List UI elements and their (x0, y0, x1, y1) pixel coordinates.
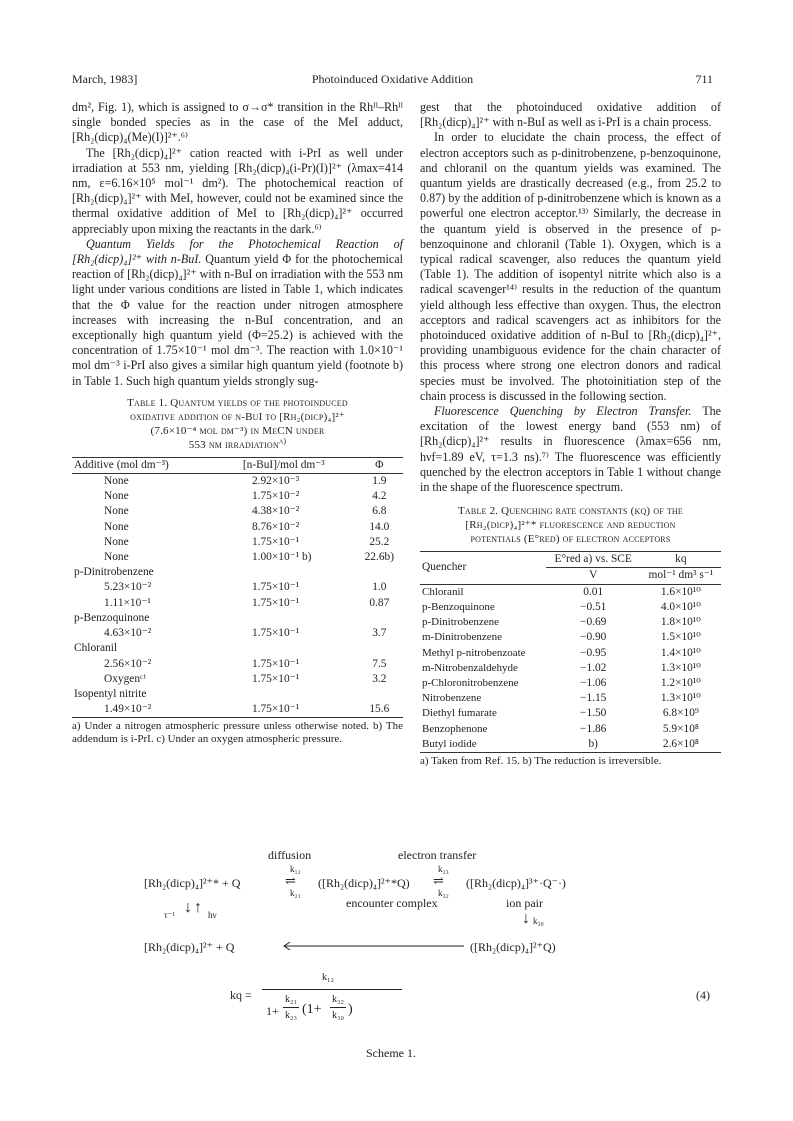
table-row (72, 641, 403, 656)
equation-paren-close: ) (348, 1002, 353, 1017)
table-cell: 14.0 (369, 520, 390, 533)
table-cell: Methyl p-nitrobenzoate (422, 646, 526, 659)
fraction-bar (283, 1007, 299, 1008)
table-cell: Chloranil (422, 585, 464, 598)
table-cell: 1.4×10¹⁰ (660, 646, 701, 659)
table-cell (356, 565, 403, 580)
fraction-bar (330, 1007, 346, 1008)
table-cell: 15.6 (356, 702, 403, 718)
table-cell: 8.76×10⁻² (251, 520, 300, 533)
table-cell: −0.90 (580, 631, 607, 644)
equation-lhs: kq = (230, 988, 252, 1002)
equation-numerator: k₁₂ (322, 972, 334, 983)
table-cell: Chloranil (74, 642, 118, 655)
table-cell: None (104, 505, 129, 518)
table-row (72, 596, 403, 611)
paragraph-text: Quantum yield Φ for the photochemical reaction of [Rh₂(dicp)₄]²⁺ with n-BuI on irradiation with the 553 nm light under various conditions are listed in Table 1, which indicates that the Φ value for the reaction under nitrogen atmosphere increases with increasing the n-BuI concentration, and an exceptionally high quantum yield (Φ=25.2) is achieved with the concentration of 1.75×10⁻¹ mol dm⁻³. The reaction with 1.0×10⁻¹ mol dm⁻³ i-PrI also gives a similar high quantum yield (footnote b) in Table 1. Such high quantum yields strongly sug- (72, 252, 403, 388)
table-cell: −0.69 (580, 616, 607, 629)
table-cell: 1.00×10⁻¹ b) (251, 551, 312, 564)
table-cell: p-Chloronitrobenzene (422, 676, 519, 689)
table-caption-text: 553 nm irradiation (188, 438, 279, 451)
table-row (72, 550, 403, 565)
table-cell: 1.75×10⁻¹ (251, 627, 300, 640)
table-cell: p-Dinitrobenzene (422, 616, 499, 629)
table-cell: 2.56×10⁻² (104, 657, 152, 670)
species-encounter: ([Rh₂(dicp)₄]²⁺*Q) (318, 876, 410, 890)
equation-denominator-one: 1+ (266, 1004, 279, 1018)
table-row (72, 657, 403, 672)
table-cell: 1.75×10⁻² (251, 490, 300, 503)
rate-k32: k₃₂ (438, 888, 449, 898)
table-2 (420, 504, 721, 768)
table-cell: 1.0 (372, 581, 387, 594)
table-cell: 5.23×10⁻² (104, 581, 152, 594)
paragraph-text: The excitation of the lowest energy band (553 nm) of [Rh₂(dicp)₄]²⁺ results in fluorescence (λmax=656 nm, hνf=1.89 eV, τ=1.3 ns).⁷⁾ The fluorescence was efficiently quenched by the electron acceptors in Table 1 without change in the shape of the fluorescence spectrum. (420, 404, 722, 495)
equation-k30: k₃₀ (332, 1010, 344, 1021)
table-cell: 1.5×10¹⁰ (660, 631, 701, 644)
table-row (420, 691, 721, 706)
table-row (420, 646, 721, 661)
table-cell: 1.2×10¹⁰ (660, 676, 701, 689)
species-ground-pair: ([Rh₂(dicp)₄]²⁺Q) (470, 940, 556, 954)
table-caption: Table 2. Quenching rate constants (kq) of the (458, 505, 683, 518)
table-row (72, 520, 403, 535)
left-column (72, 100, 403, 746)
column-header: [n-BuI]/mol dm⁻³ (242, 458, 325, 471)
equation-k21: k₂₁ (285, 994, 297, 1005)
scheme-caption: Scheme 1. (366, 1046, 416, 1060)
equation-k32: k₃₂ (332, 994, 344, 1005)
table-cell: 2.6×10⁸ (641, 737, 721, 753)
header-date: March, 1983] (72, 72, 138, 86)
rate-tau-inverse: τ⁻¹ (164, 910, 176, 920)
table-cell: p-Dinitrobenzene (74, 566, 154, 579)
table-cell: 1.75×10⁻¹ (212, 702, 356, 718)
table-cell: 1.75×10⁻¹ (251, 535, 300, 548)
table-cell: Diethyl fumarate (422, 707, 497, 720)
fraction-bar (262, 989, 402, 990)
paragraph: dm², Fig. 1), which is assigned to σ→σ* transition in the Rhᴵᴵ–Rhᴵᴵ single bonded species as in the case of the MeI adduct, [Rh₂(dicp)₄(Me)(I)]²⁺.⁶⁾ (72, 100, 403, 145)
table-row (420, 600, 721, 615)
equation-number: (4) (696, 988, 710, 1002)
table-caption (72, 438, 403, 452)
table-row (420, 615, 721, 630)
table-caption: (7.6×10⁻⁴ mol dm⁻³) in MeCN under (150, 424, 325, 437)
table-header-row (420, 552, 721, 568)
table-row (420, 737, 721, 753)
table-1 (72, 396, 403, 746)
table-cell: 0.01 (583, 585, 604, 598)
column-header: Φ (375, 458, 384, 471)
table-cell (212, 611, 356, 626)
table-cell (356, 641, 403, 656)
table-1-grid (72, 457, 403, 718)
table-cell: 7.5 (372, 657, 387, 670)
table-cell: 1.11×10⁻¹ (104, 596, 151, 609)
table-cell: 1.9 (372, 475, 387, 488)
paragraph: In order to elucidate the chain process, the effect of electron acceptors such as p-dinitrobenzene, p-benzoquinone, and chloranil on the quantum yields was examined. The quantum yields are drastically decreased (e.g., from 25.2 to 0.87) by the addition of p-dinitrobenzene which is known as a powerful one electron acceptor.¹³⁾ Similarly, the decrease in the quantum yield is observed in the presence of p-benzoquinone and chloranil (Table 1). Oxygen, which is a typical radical scavenger, also reduces the quantum yield (Table 1). The addition of isopentyl nitrite which also is a radical scavenger¹⁴⁾ results in the reduction of the quantum yield although less effective than oxygen. Thus, the electron acceptors and radical scavengers act as inhibitors for the photoinduced oxidative addition of n-BuI to [Rh₂(dicp)₄]²⁺, providing unambiguous evidence for the chain character of this process where strong one electron donors and radical species must be involved. The photoinitiation step of the chain process is discussed in the following section. (420, 130, 721, 403)
paragraph: The [Rh₂(dicp)₄]²⁺ cation reacted with i-PrI as well under irradiation at 553 nm, yielding [Rh₂(dicp)₄(i-Pr)(I)]²⁺ (λmax=414 nm, ε=6.16×10⁵ mol⁻¹ dm²). The photochemical reaction of [Rh₂(dicp)₄]²⁺ with MeI, however, could not be examined since the thermal oxidative addition of MeI to [Rh₂(dicp)₄]²⁺ occurred appreciably upon mixing the reactants in the dark.⁶⁾ (72, 145, 403, 236)
table-cell: 1.75×10⁻¹ (251, 581, 300, 594)
table-cell: 3.2 (372, 672, 387, 685)
right-column (420, 100, 721, 768)
species-ion-pair: ([Rh₂(dicp)₄]³⁺·Q⁻·) (466, 876, 566, 890)
table-cell (356, 611, 403, 626)
table-row (72, 474, 403, 490)
table-cell: −1.50 (580, 707, 607, 720)
table-cell: b) (546, 737, 641, 753)
column-header: kq (641, 552, 721, 568)
table-cell: None (104, 520, 129, 533)
paragraph (420, 404, 721, 495)
table-cell: None (104, 535, 129, 548)
table-cell: 1.3×10¹⁰ (660, 692, 701, 705)
label-encounter-complex: encounter complex (346, 896, 438, 910)
table-footnote: a) Taken from Ref. 15. b) The reduction is irreversible. (420, 754, 662, 767)
table-cell: Benzophenone (422, 722, 488, 735)
table-cell: 2.92×10⁻³ (251, 475, 300, 488)
table-2-grid (420, 551, 721, 753)
table-row (72, 702, 403, 718)
table-row (420, 676, 721, 691)
table-footnote: a) Under a nitrogen atmospheric pressure unless otherwise noted. b) The addendum is i-PrI. c) Under an oxygen atmospheric pressure. (72, 720, 403, 746)
header-title: Photoinduced Oxidative Addition (311, 72, 474, 86)
table-cell: −1.15 (580, 692, 607, 705)
paragraph (72, 237, 403, 389)
table-cell (356, 687, 403, 702)
table-caption: Table 1. Quantum yields of the photoinduced (127, 396, 348, 409)
column-unit: mol⁻¹ dm³ s⁻¹ (648, 569, 714, 582)
table-row (72, 580, 403, 595)
table-cell: p-Benzoquinone (74, 611, 150, 624)
table-cell: 22.6b) (364, 551, 395, 564)
rate-k21: k₂₁ (290, 888, 301, 898)
section-heading: Fluorescence Quenching by Electron Transfer. (434, 404, 692, 419)
table-cell: m-Dinitrobenzene (422, 631, 503, 644)
table-cell: 1.75×10⁻¹ (251, 596, 300, 609)
rate-k12: k₁₂ (290, 864, 301, 874)
label-ion-pair: ion pair (506, 896, 543, 910)
species-ground: [Rh₂(dicp)₄]²⁺ + Q (144, 940, 235, 954)
label-hv: hν (208, 910, 217, 920)
table-cell: 1.75×10⁻¹ (251, 672, 300, 685)
table-row (72, 611, 403, 626)
table-cell: 4.63×10⁻² (104, 627, 152, 640)
down-arrow-icon: ↓ (522, 910, 530, 927)
table-cell (212, 687, 356, 702)
equilibrium-arrow-icon: ⇌ (433, 873, 444, 888)
table-row (72, 535, 403, 550)
table-cell: 3.7 (372, 627, 387, 640)
label-electron-transfer: electron transfer (398, 848, 477, 862)
table-cell: Oxygenᶜ⁾ (104, 672, 146, 685)
rate-k30: k₃₀ (533, 916, 544, 926)
table-cell: −0.95 (580, 646, 607, 659)
table-cell: 25.2 (369, 535, 390, 548)
table-cell: Butyl iodide (420, 737, 546, 753)
table-cell: 4.2 (372, 490, 387, 503)
equation-k23: k₂₃ (285, 1010, 297, 1021)
reverse-arrow-icon (280, 939, 464, 953)
table-cell: −1.86 (580, 722, 607, 735)
table-cell: −1.02 (580, 661, 607, 674)
table-cell (212, 565, 356, 580)
table-cell: m-Nitrobenzaldehyde (422, 661, 518, 674)
table-cell: 6.8 (372, 505, 387, 518)
equilibrium-arrow-icon: ⇌ (285, 873, 296, 888)
table-row (72, 489, 403, 504)
table-row (420, 630, 721, 645)
down-arrow-icon: ↓ (184, 899, 192, 916)
table-row (72, 672, 403, 687)
table-cell: 1.6×10¹⁰ (660, 585, 701, 598)
scheme-1 (140, 848, 720, 1078)
table-row (420, 706, 721, 721)
column-unit: V (589, 569, 598, 582)
table-cell: None (104, 475, 129, 488)
table-cell: 0.87 (369, 596, 390, 609)
column-header: E°red a) vs. SCE (546, 552, 641, 568)
table-cell: 1.49×10⁻² (72, 702, 212, 718)
table-cell: p-Benzoquinone (422, 600, 495, 613)
section-heading: Quantum Yields for the Photochemical Reaction of [Rh₂(dicp)₄]²⁺ with n-BuI. (72, 236, 403, 267)
label-diffusion: diffusion (268, 848, 312, 862)
table-row (420, 584, 721, 600)
table-row (420, 722, 721, 737)
table-caption: potentials (E°red) of electron acceptors (470, 533, 671, 546)
table-cell: 4.38×10⁻² (251, 505, 300, 518)
table-cell: 1.75×10⁻¹ (251, 657, 300, 670)
table-cell: −1.06 (580, 676, 607, 689)
table-cell: 1.8×10¹⁰ (660, 616, 701, 629)
table-cell: Nitrobenzene (422, 692, 482, 705)
table-caption: [Rh₂(dicp)₄]²⁺* fluorescence and reduction (465, 519, 676, 532)
running-header (72, 72, 713, 88)
table-cell: −0.51 (580, 600, 607, 613)
rate-k23: k₂₃ (438, 864, 449, 874)
table-cell: 4.0×10¹⁰ (660, 600, 701, 613)
table-caption: oxidative addition of n-BuI to [Rh₂(dicp)₄]²⁺ (130, 410, 345, 423)
column-header: Additive (mol dm⁻³) (74, 458, 169, 471)
up-arrow-icon: ↑ (194, 899, 202, 916)
table-cell: 1.3×10¹⁰ (660, 661, 701, 674)
table-row (72, 565, 403, 580)
table-cell: Isopentyl nitrite (74, 687, 147, 700)
reverse-arrow-icon (280, 939, 464, 957)
page-number: 711 (695, 72, 713, 86)
footnote-mark: a) (278, 436, 287, 446)
column-header: Quencher (420, 552, 546, 584)
equation-paren-open: (1+ (302, 1002, 322, 1017)
table-row (420, 661, 721, 676)
paragraph: gest that the photoinduced oxidative addition of [Rh₂(dicp)₄]²⁺ with n-BuI as well as i-PrI is a chain process. (420, 100, 721, 130)
table-header-row (72, 457, 403, 473)
table-cell: None (104, 551, 129, 564)
table-cell: 6.8×10⁹ (662, 707, 699, 720)
table-row (72, 687, 403, 702)
table-cell: None (104, 490, 129, 503)
species-excited: [Rh₂(dicp)₄]²⁺* + Q (144, 876, 241, 890)
table-row (72, 504, 403, 519)
table-row (72, 626, 403, 641)
table-cell: 5.9×10⁸ (662, 722, 699, 735)
table-cell (212, 641, 356, 656)
